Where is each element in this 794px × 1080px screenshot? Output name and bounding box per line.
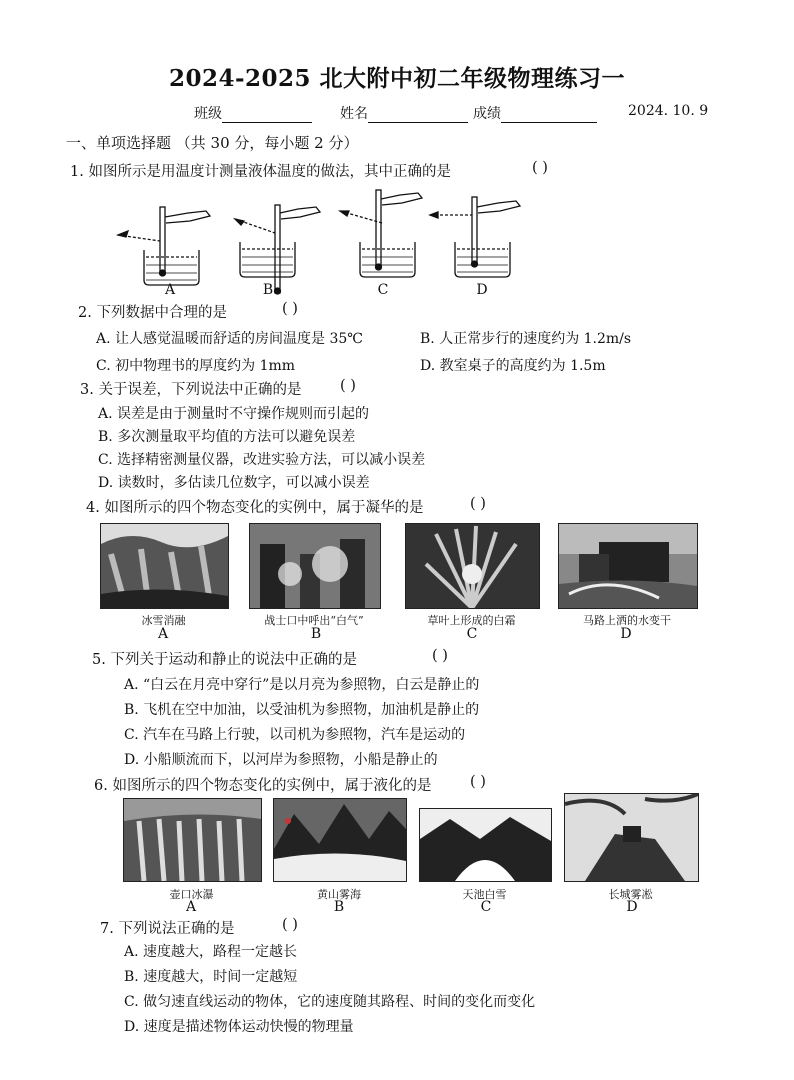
q4-caption-b: 战士口中呼出“白气” <box>264 614 364 627</box>
question-3-option-a: A. 误差是由于测量时不守操作规则而引起的 <box>98 406 370 422</box>
question-4-answer-paren: ( ) <box>470 496 486 512</box>
question-2-option-d: D. 教室桌子的高度约为 1.5m <box>420 358 606 374</box>
thermometer-setup-c <box>340 190 422 277</box>
question-3-option-b: B. 多次测量取平均值的方法可以避免误差 <box>98 429 356 445</box>
photo-great-wall-rime <box>564 793 699 882</box>
question-7-option-a: A. 速度越大，路程一定越长 <box>124 944 298 960</box>
photo-water-drying <box>558 523 698 609</box>
q4-caption-c: 草叶上形成的白霜 <box>427 614 516 627</box>
page-title: 2024-2025 北大附中初二年级物理练习一 <box>168 65 626 92</box>
name-label: 姓名 <box>340 106 368 122</box>
q6-caption-c: 天池白雪 <box>462 888 507 901</box>
class-field <box>194 103 312 123</box>
photo-ice-melting <box>100 523 229 609</box>
question-6-answer-paren: ( ) <box>470 774 486 790</box>
question-6-stem: 6. 如图所示的四个物态变化的实例中，属于液化的是 <box>94 778 432 794</box>
question-5-answer-paren: ( ) <box>432 648 448 664</box>
thermometer-setup-d <box>430 197 520 277</box>
photo-hukou-ice-waterfall <box>123 798 262 882</box>
question-5-option-c: C. 汽车在马路上行驶，以司机为参照物，汽车是运动的 <box>124 727 466 743</box>
question-3-option-c: C. 选择精密测量仪器，改进实验方法，可以减小误差 <box>98 452 426 468</box>
q6-caption-d: 长城雾凇 <box>608 888 653 901</box>
q6-caption-a: 壶口冰瀑 <box>169 888 214 901</box>
photo-huangshan-fog-sea <box>273 798 407 882</box>
question-7-option-d: D. 速度是描述物体运动快慢的物理量 <box>124 1019 354 1035</box>
question-3-stem: 3. 关于误差，下列说法中正确的是 <box>80 382 302 398</box>
class-label: 班级 <box>194 106 222 122</box>
question-2-stem: 2. 下列数据中合理的是 <box>78 305 227 321</box>
section-heading: 一、单项选择题 （共 30 分，每小题 2 分） <box>66 134 359 152</box>
q6-caption-b: 黄山雾海 <box>317 888 361 901</box>
question-3-option-d: D. 读数时，多估读几位数字，可以减小误差 <box>98 475 370 491</box>
question-1-stem: 1. 如图所示是用温度计测量液体温度的做法，其中正确的是 <box>70 164 451 180</box>
question-5-option-d: D. 小船顺流而下，以河岸为参照物，小船是静止的 <box>124 752 438 768</box>
photo-soldier-breath <box>249 523 381 609</box>
name-blank <box>368 108 468 123</box>
question-7-option-c: C. 做匀速直线运动的物体，它的速度随其路程、时间的变化而变化 <box>124 994 536 1010</box>
question-2-option-b: B. 人正常步行的速度约为 1.2m/s <box>420 331 632 347</box>
score-label: 成绩 <box>473 106 501 122</box>
photo-tianchi-snow <box>419 808 552 882</box>
q1-label-d: D <box>476 282 488 298</box>
thermometer-setup-b <box>235 205 320 294</box>
question-7-stem: 7. 下列说法正确的是 <box>100 921 235 937</box>
question-1-answer-paren: ( ) <box>532 160 548 176</box>
question-4-stem: 4. 如图所示的四个物态变化的实例中，属于凝华的是 <box>86 500 424 516</box>
q4-label-b: B <box>310 626 322 642</box>
exam-date: 2024. 10. 9 <box>628 103 709 119</box>
q6-label-c: C <box>480 899 492 915</box>
score-blank <box>501 108 597 123</box>
class-blank <box>222 108 312 123</box>
q4-label-d: D <box>620 626 632 642</box>
score-field <box>473 103 597 123</box>
question-5-option-a: A. “白云在月亮中穿行”是以月亮为参照物，白云是静止的 <box>124 677 480 693</box>
q6-label-b: B <box>333 899 345 915</box>
question-5-stem: 5. 下列关于运动和静止的说法中正确的是 <box>92 652 357 668</box>
q6-label-a: A <box>185 899 197 915</box>
question-5-option-b: B. 飞机在空中加油，以受油机为参照物，加油机是静止的 <box>124 702 480 718</box>
q4-label-a: A <box>157 626 169 642</box>
thermometer-setup-a <box>118 207 210 285</box>
question-7-answer-paren: ( ) <box>282 917 298 933</box>
q4-caption-d: 马路上洒的水变干 <box>583 614 671 627</box>
q1-label-c: C <box>377 282 389 298</box>
photo-frost-on-grass <box>405 523 540 609</box>
question-3-answer-paren: ( ) <box>340 378 356 394</box>
name-field <box>340 103 468 123</box>
question-7-option-b: B. 速度越大，时间一定越短 <box>124 969 298 985</box>
question-2-option-c: C. 初中物理书的厚度约为 1mm <box>96 358 296 374</box>
q6-label-d: D <box>626 899 638 915</box>
question-2-answer-paren: ( ) <box>282 301 298 317</box>
question-2-option-a: A. 让人感觉温暖而舒适的房间温度是 35℃ <box>96 331 363 347</box>
q4-label-c: C <box>466 626 478 642</box>
q4-caption-a: 冰雪消融 <box>141 614 186 627</box>
q1-label-b: B <box>262 282 274 298</box>
q1-label-a: A <box>164 282 176 298</box>
